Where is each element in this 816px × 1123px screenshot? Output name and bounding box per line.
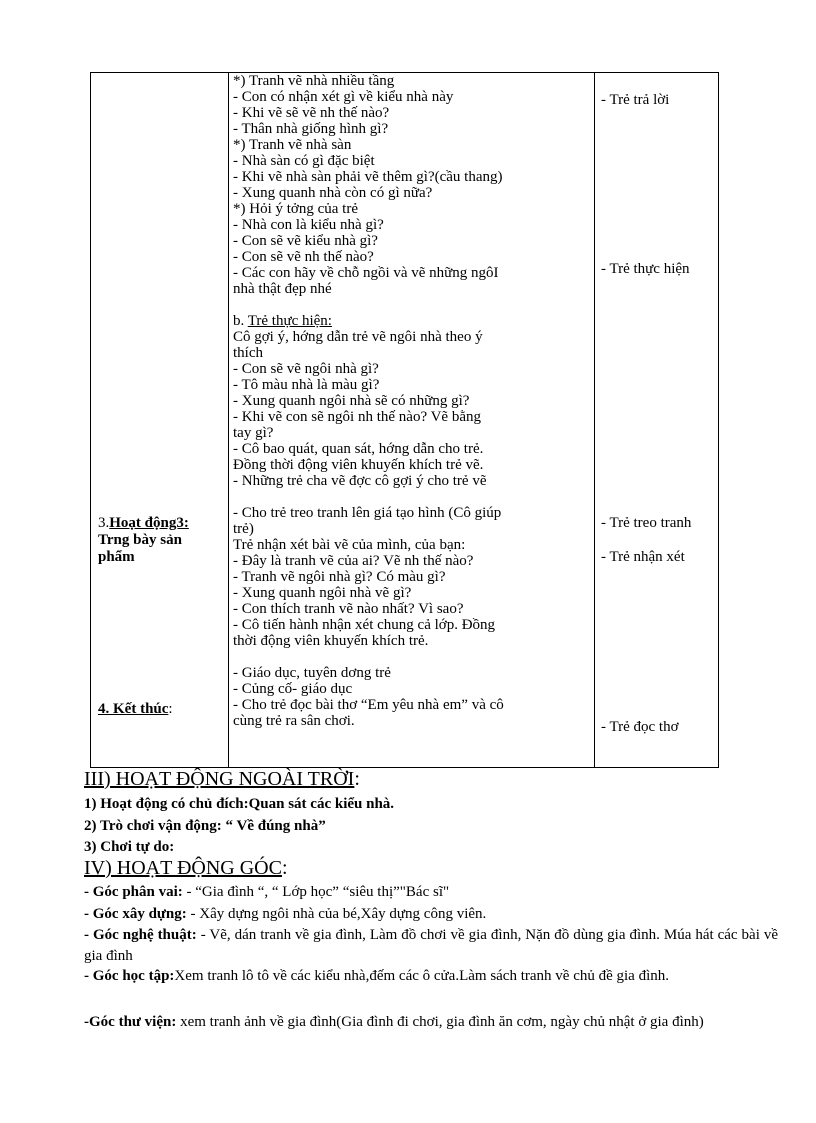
content-line: *) Tranh vẽ nhà nhiều tầng <box>233 73 395 89</box>
section4-heading: IV) HOẠT ĐỘNG GÓC: <box>84 857 288 879</box>
blank-line <box>233 489 590 505</box>
content-line: - Cô bao quát, quan sát, hớng dẫn cho trẻ. <box>233 441 484 457</box>
content-line: - Tô màu nhà là màu gì? <box>233 377 380 393</box>
content-line: - Xung quanh ngôi nhà sẽ có những gì? <box>233 393 470 409</box>
response-read-poem: - Trẻ đọc thơ <box>601 719 679 735</box>
section3-heading: III) HOẠT ĐỘNG NGOÀI TRỜI: <box>84 768 360 790</box>
activity-column <box>91 73 229 768</box>
response-column <box>595 73 719 768</box>
content-line: - Con sẽ vẽ nh thế nào? <box>233 249 374 265</box>
corner-learning: - Góc học tập:Xem tranh lô tô về các kiểu nhà,đếm các ô cửa.Làm sách tranh về chủ đề gia đình. <box>84 968 670 984</box>
content-line: Đồng thời động viên khuyến khích trẻ vẽ. <box>233 457 484 473</box>
content-line: - Tranh vẽ ngôi nhà gì? Có màu gì? <box>233 569 446 585</box>
content-line: nhà thật đẹp nhé <box>233 281 332 297</box>
response-comment: - Trẻ nhận xét <box>601 549 685 565</box>
content-line: - Xung quanh nhà còn có gì nữa? <box>233 185 433 201</box>
content-line: - Giáo dục, tuyên dơng trẻ <box>233 665 391 681</box>
content-line: - Cho trẻ đọc bài thơ “Em yêu nhà em” và cô <box>233 697 504 713</box>
response-hang-picture: - Trẻ treo tranh <box>601 515 692 531</box>
content-line: - Thân nhà giống hình gì? <box>233 121 389 137</box>
section3-item-1: 1) Hoạt động có chủ đích:Quan sát các kiểu nhà. <box>84 796 395 812</box>
content-line: trẻ) <box>233 521 254 537</box>
response-perform: - Trẻ thực hiện <box>601 261 690 277</box>
content-line: - Khi vẽ sẽ vẽ nh thế nào? <box>233 105 390 121</box>
content-line: - Cô tiến hành nhận xét chung cả lớp. Đồng <box>233 617 496 633</box>
section3-item-2: 2) Trò chơi vận động: “ Về đúng nhà” <box>84 818 326 834</box>
section3-item-3: 3) Chơi tự do: <box>84 839 175 855</box>
content-line: - Nhà con là kiểu nhà gì? <box>233 217 384 233</box>
content-line: - Xung quanh ngôi nhà vẽ gì? <box>233 585 412 601</box>
corner-construction: - Góc xây dựng: - Xây dựng ngôi nhà của bé,Xây dựng công viên. <box>84 906 487 922</box>
content-line: - Đây là tranh vẽ của ai? Vẽ nh thế nào? <box>233 553 474 569</box>
content-line: Trẻ nhận xét bài vẽ của mình, của bạn: <box>233 537 466 553</box>
content-line: cùng trẻ ra sân chơi. <box>233 713 355 729</box>
content-line: *) Tranh vẽ nhà sàn <box>233 137 352 153</box>
content-line: - Củng cố- giáo dục <box>233 681 353 697</box>
content-line: - Cho trẻ treo tranh lên giá tạo hình (Cô giúp <box>233 505 502 521</box>
content-line: thời động viên khuyến khích trẻ. <box>233 633 429 649</box>
corner-roleplay: - Góc phân vai: - “Gia đình “, “ Lớp học” “siêu thị”"Bác sĩ" <box>84 884 450 900</box>
content-line: - Những trẻ cha vẽ đợc cô gợi ý cho trẻ vẽ <box>233 473 487 489</box>
response-answer: - Trẻ trả lời <box>601 92 670 108</box>
content-line: - Con sẽ vẽ ngôi nhà gì? <box>233 361 379 377</box>
lesson-plan-table <box>90 72 719 768</box>
content-lines <box>233 73 590 729</box>
content-line: Cô gợi ý, hớng dẫn trẻ vẽ ngôi nhà theo ý <box>233 329 483 345</box>
content-line: - Con thích tranh vẽ nào nhất? Vì sao? <box>233 601 464 617</box>
corner-art: - Góc nghệ thuật: - Vẽ, dán tranh về gia đình, Làm đồ chơi về gia đình, Nặn đồ dùng gia đình. Múa hát các bài về gia đình <box>84 927 779 964</box>
ending-label: 4. Kết thúc: <box>98 701 173 717</box>
content-line: - Các con hãy về chỗ ngồi và vẽ những ngôI <box>233 265 499 281</box>
content-line: tay gì? <box>233 425 274 441</box>
content-line: b. Trẻ thực hiện: <box>233 313 332 329</box>
activity3-label: 3.Hoạt động3: Trng bày sản phẩm <box>98 515 189 565</box>
content-line: - Con có nhận xét gì về kiểu nhà này <box>233 89 454 105</box>
content-line: - Nhà sàn có gì đặc biệt <box>233 153 375 169</box>
content-line: thích <box>233 345 263 361</box>
corner-library: -Góc thư viện: xem tranh ảnh về gia đình(Gia đình đi chơi, gia đình ăn cơm, ngày chủ nhật ở gia đình) <box>84 1014 704 1030</box>
content-column <box>229 73 595 768</box>
blank-line <box>233 649 590 665</box>
content-line: *) Hỏi ý tởng của trẻ <box>233 201 358 217</box>
blank-line <box>233 297 590 313</box>
content-line: - Khi vẽ nhà sàn phải vẽ thêm gì?(cầu thang) <box>233 169 503 185</box>
content-line: - Khi vẽ con sẽ ngôi nh thế nào? Vẽ bằng <box>233 409 481 425</box>
content-line: - Con sẽ vẽ kiểu nhà gì? <box>233 233 378 249</box>
